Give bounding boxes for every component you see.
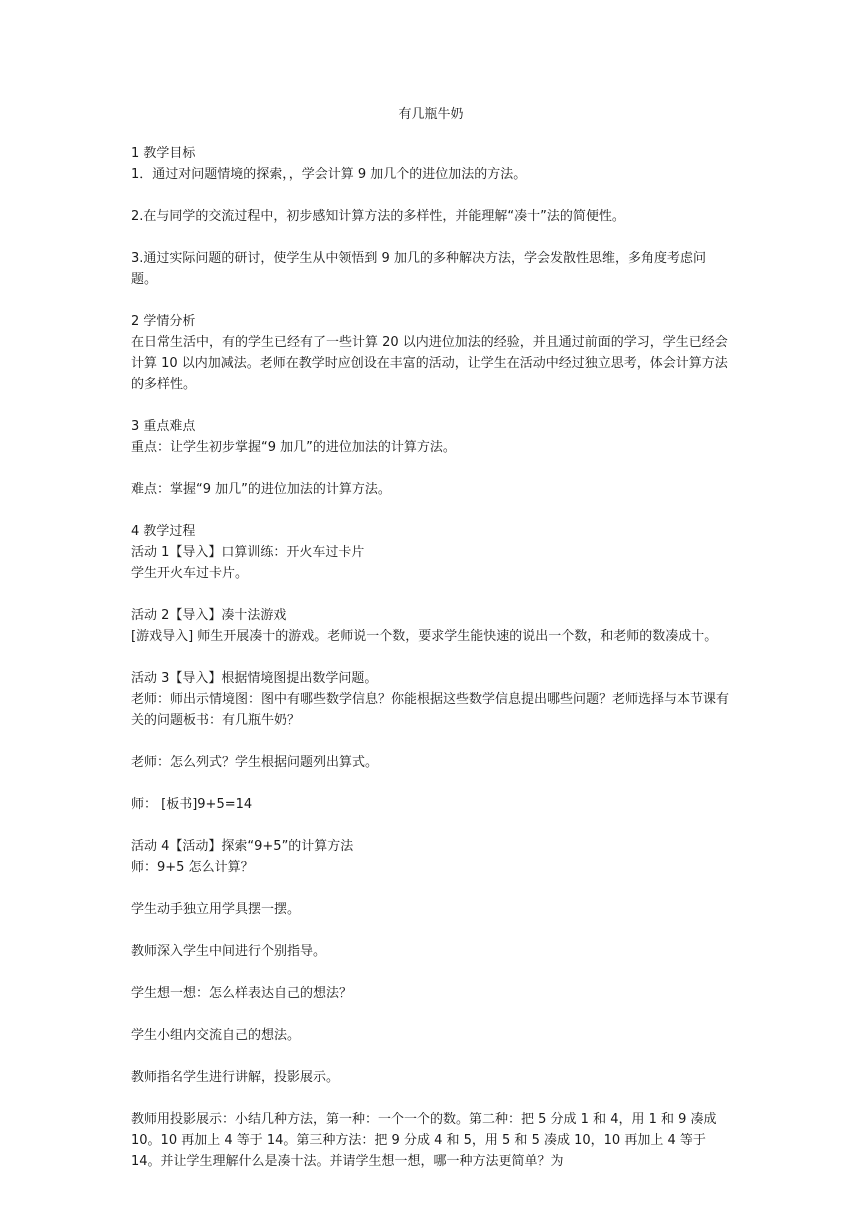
- paragraph: 1．通过对问题情境的探索，，学会计算 9 加几个的进位加法的方法。: [131, 167, 527, 182]
- section-heading-process: 4 教学过程: [131, 524, 196, 539]
- activity-title: 活动 3【导入】根据情境图提出数学问题。: [131, 671, 378, 686]
- paragraph: 学生小组内交流自己的想法。: [131, 1028, 301, 1043]
- activity-title: 活动 2【导入】凑十法游戏: [131, 608, 287, 623]
- paragraph: 教师用投影展示：小结几种方法，第一种：一个一个的数。第二种：把 5 分成 1 和 4，用 1 和 9 凑成 10。10 再加上 4 等于 14。第三种方法：把 9 分成 4 和 5，用 5 和 5 凑成 10，10 再加上 4 等于 14。并让学生理解什么是凑十法。并请学生想一想，哪一种方法更简单？为: [131, 1112, 717, 1169]
- paragraph: 难点：掌握“9 加几”的进位加法的计算方法。: [131, 482, 391, 497]
- paragraph: 教师指名学生进行讲解，投影展示。: [131, 1070, 340, 1085]
- paragraph: 师： [板书]9+5=14: [131, 797, 253, 812]
- paragraph: 2.在与同学的交流过程中，初步感知计算方法的多样性，并能理解“凑十”法的简便性。: [131, 209, 625, 224]
- paragraph: 3.通过实际问题的研讨，使学生从中领悟到 9 加几的多种解决方法，学会发散性思维，多角度考虑问题。: [131, 251, 706, 287]
- document-title: 有几瓶牛奶: [398, 107, 464, 122]
- paragraph: [游戏导入] 师生开展凑十的游戏。老师说一个数，要求学生能快速的说出一个数，和老师的数凑成十。: [131, 629, 718, 644]
- section-heading-analysis: 2 学情分析: [131, 314, 196, 329]
- section-heading-goals: 1 教学目标: [131, 146, 196, 161]
- paragraph: 老师：怎么列式？学生根据问题列出算式。: [131, 755, 379, 770]
- paragraph: 教师深入学生中间进行个别指导。: [131, 944, 327, 959]
- paragraph: 师：9+5 怎么计算？: [131, 860, 254, 875]
- document-body: [131, 104, 731, 1172]
- activity-title: 活动 4【活动】探索“9+5”的计算方法: [131, 839, 354, 854]
- paragraph: 重点：让学生初步掌握“9 加几”的进位加法的计算方法。: [131, 440, 456, 455]
- paragraph: 学生开火车过卡片。: [131, 566, 249, 581]
- activity-title: 活动 1【导入】口算训练：开火车过卡片: [131, 545, 365, 560]
- paragraph: 学生动手独立用学具摆一摆。: [131, 902, 301, 917]
- paragraph: 老师：师出示情境图：图中有哪些数学信息？你能根据这些数学信息提出哪些问题？老师选择与本节课有关的问题板书：有几瓶牛奶？: [131, 692, 730, 728]
- paragraph: 学生想一想：怎么样表达自己的想法？: [131, 986, 353, 1001]
- paragraph: 在日常生活中，有的学生已经有了一些计算 20 以内进位加法的经验，并且通过前面的学习，学生已经会计算 10 以内加减法。老师在教学时应创设在丰富的活动，让学生在活动中经过独立思考，体会计算方法的多样性。: [131, 335, 728, 392]
- section-heading-key-points: 3 重点难点: [131, 419, 196, 434]
